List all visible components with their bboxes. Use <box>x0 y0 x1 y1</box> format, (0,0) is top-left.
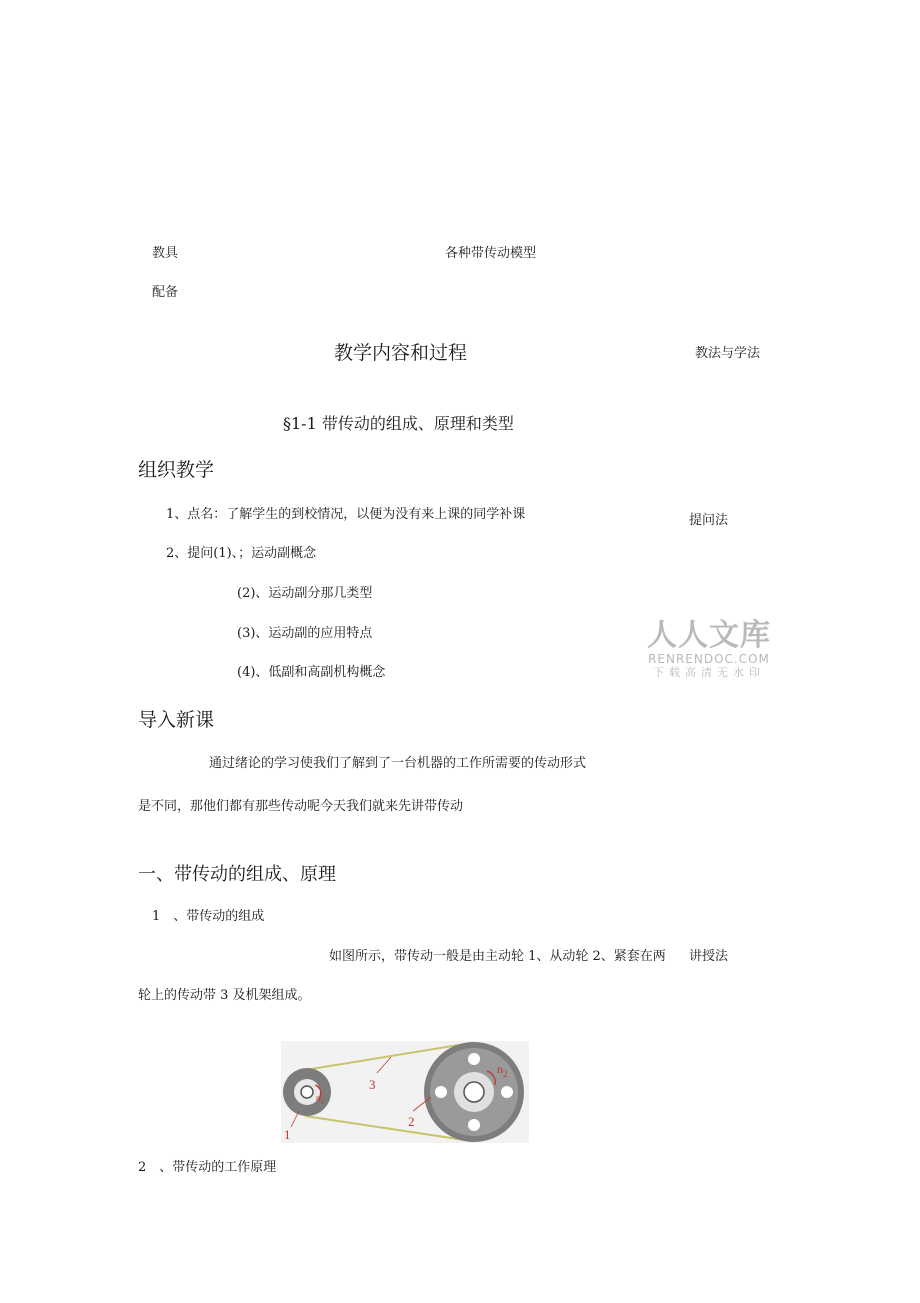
equip-label-1: 教具 <box>152 246 179 261</box>
part1-heading: 一、带传动的组成、原理 <box>138 864 336 885</box>
part1-desc-line-2: 轮上的传动带 3 及机架组成。 <box>138 988 311 1003</box>
org-sub-3: (3)、运动副的应用特点 <box>237 626 373 641</box>
figure-label-3: 3 <box>369 1077 376 1092</box>
n2-subscript: 2 <box>503 1069 508 1079</box>
header-content: 教学内容和过程 <box>334 342 468 364</box>
org-item-1: 1、点名：了解学生的到校情况，以便为没有来上课的同学补课 <box>166 507 526 522</box>
figure-label-2: 2 <box>408 1114 415 1129</box>
org-sub-2: (2)、运动副分那几类型 <box>237 586 373 601</box>
org-sub-4: (4)、低副和高副机构概念 <box>237 665 386 680</box>
figure-label-1: 1 <box>284 1127 291 1142</box>
watermark-cn: 人人文库 <box>647 618 771 653</box>
part1-desc-line-1: 如图所示，带传动一般是由主动轮 1、从动轮 2、紧套在两 <box>329 949 666 964</box>
n1-letter: n <box>316 1093 321 1103</box>
section-title: §1-1 带传动的组成、原理和类型 <box>283 414 514 433</box>
part1-sub-2: 2 、带传动的工作原理 <box>138 1160 277 1175</box>
n1-subscript: 1 <box>320 1098 324 1106</box>
watermark-en: RENRENDOC.COM <box>648 652 770 666</box>
driving-pulley-shaft <box>301 1086 313 1098</box>
driven-pulley-hole-bottom <box>468 1119 480 1131</box>
n2-letter: n <box>497 1062 503 1076</box>
driven-pulley-hole-left <box>435 1086 447 1098</box>
watermark <box>646 620 772 680</box>
watermark-sub: 下载高清无水印 <box>653 666 765 679</box>
driven-pulley-hole-right <box>501 1086 513 1098</box>
intro-heading: 导入新课 <box>138 709 215 731</box>
part1-method: 讲授法 <box>689 949 729 964</box>
belt-drive-figure <box>281 1041 529 1143</box>
equip-value: 各种带传动模型 <box>445 246 537 261</box>
org-item-1-method: 提问法 <box>689 513 729 528</box>
part1-sub-1: 1 、带传动的组成 <box>152 909 265 924</box>
driven-pulley-shaft <box>464 1082 484 1102</box>
org-item-2: 2、提问(1)、；运动副概念 <box>166 546 317 561</box>
org-heading: 组织教学 <box>138 459 215 481</box>
equip-label-2: 配备 <box>152 285 179 300</box>
header-method: 教法与学法 <box>695 346 761 361</box>
intro-para-line-1: 通过绪论的学习使我们了解到了一台机器的工作所需要的传动形式 <box>209 756 587 771</box>
intro-para-line-2: 是不同，那他们都有那些传动呢今天我们就来先讲带传动 <box>138 799 464 814</box>
driven-pulley-hole-top <box>468 1053 480 1065</box>
